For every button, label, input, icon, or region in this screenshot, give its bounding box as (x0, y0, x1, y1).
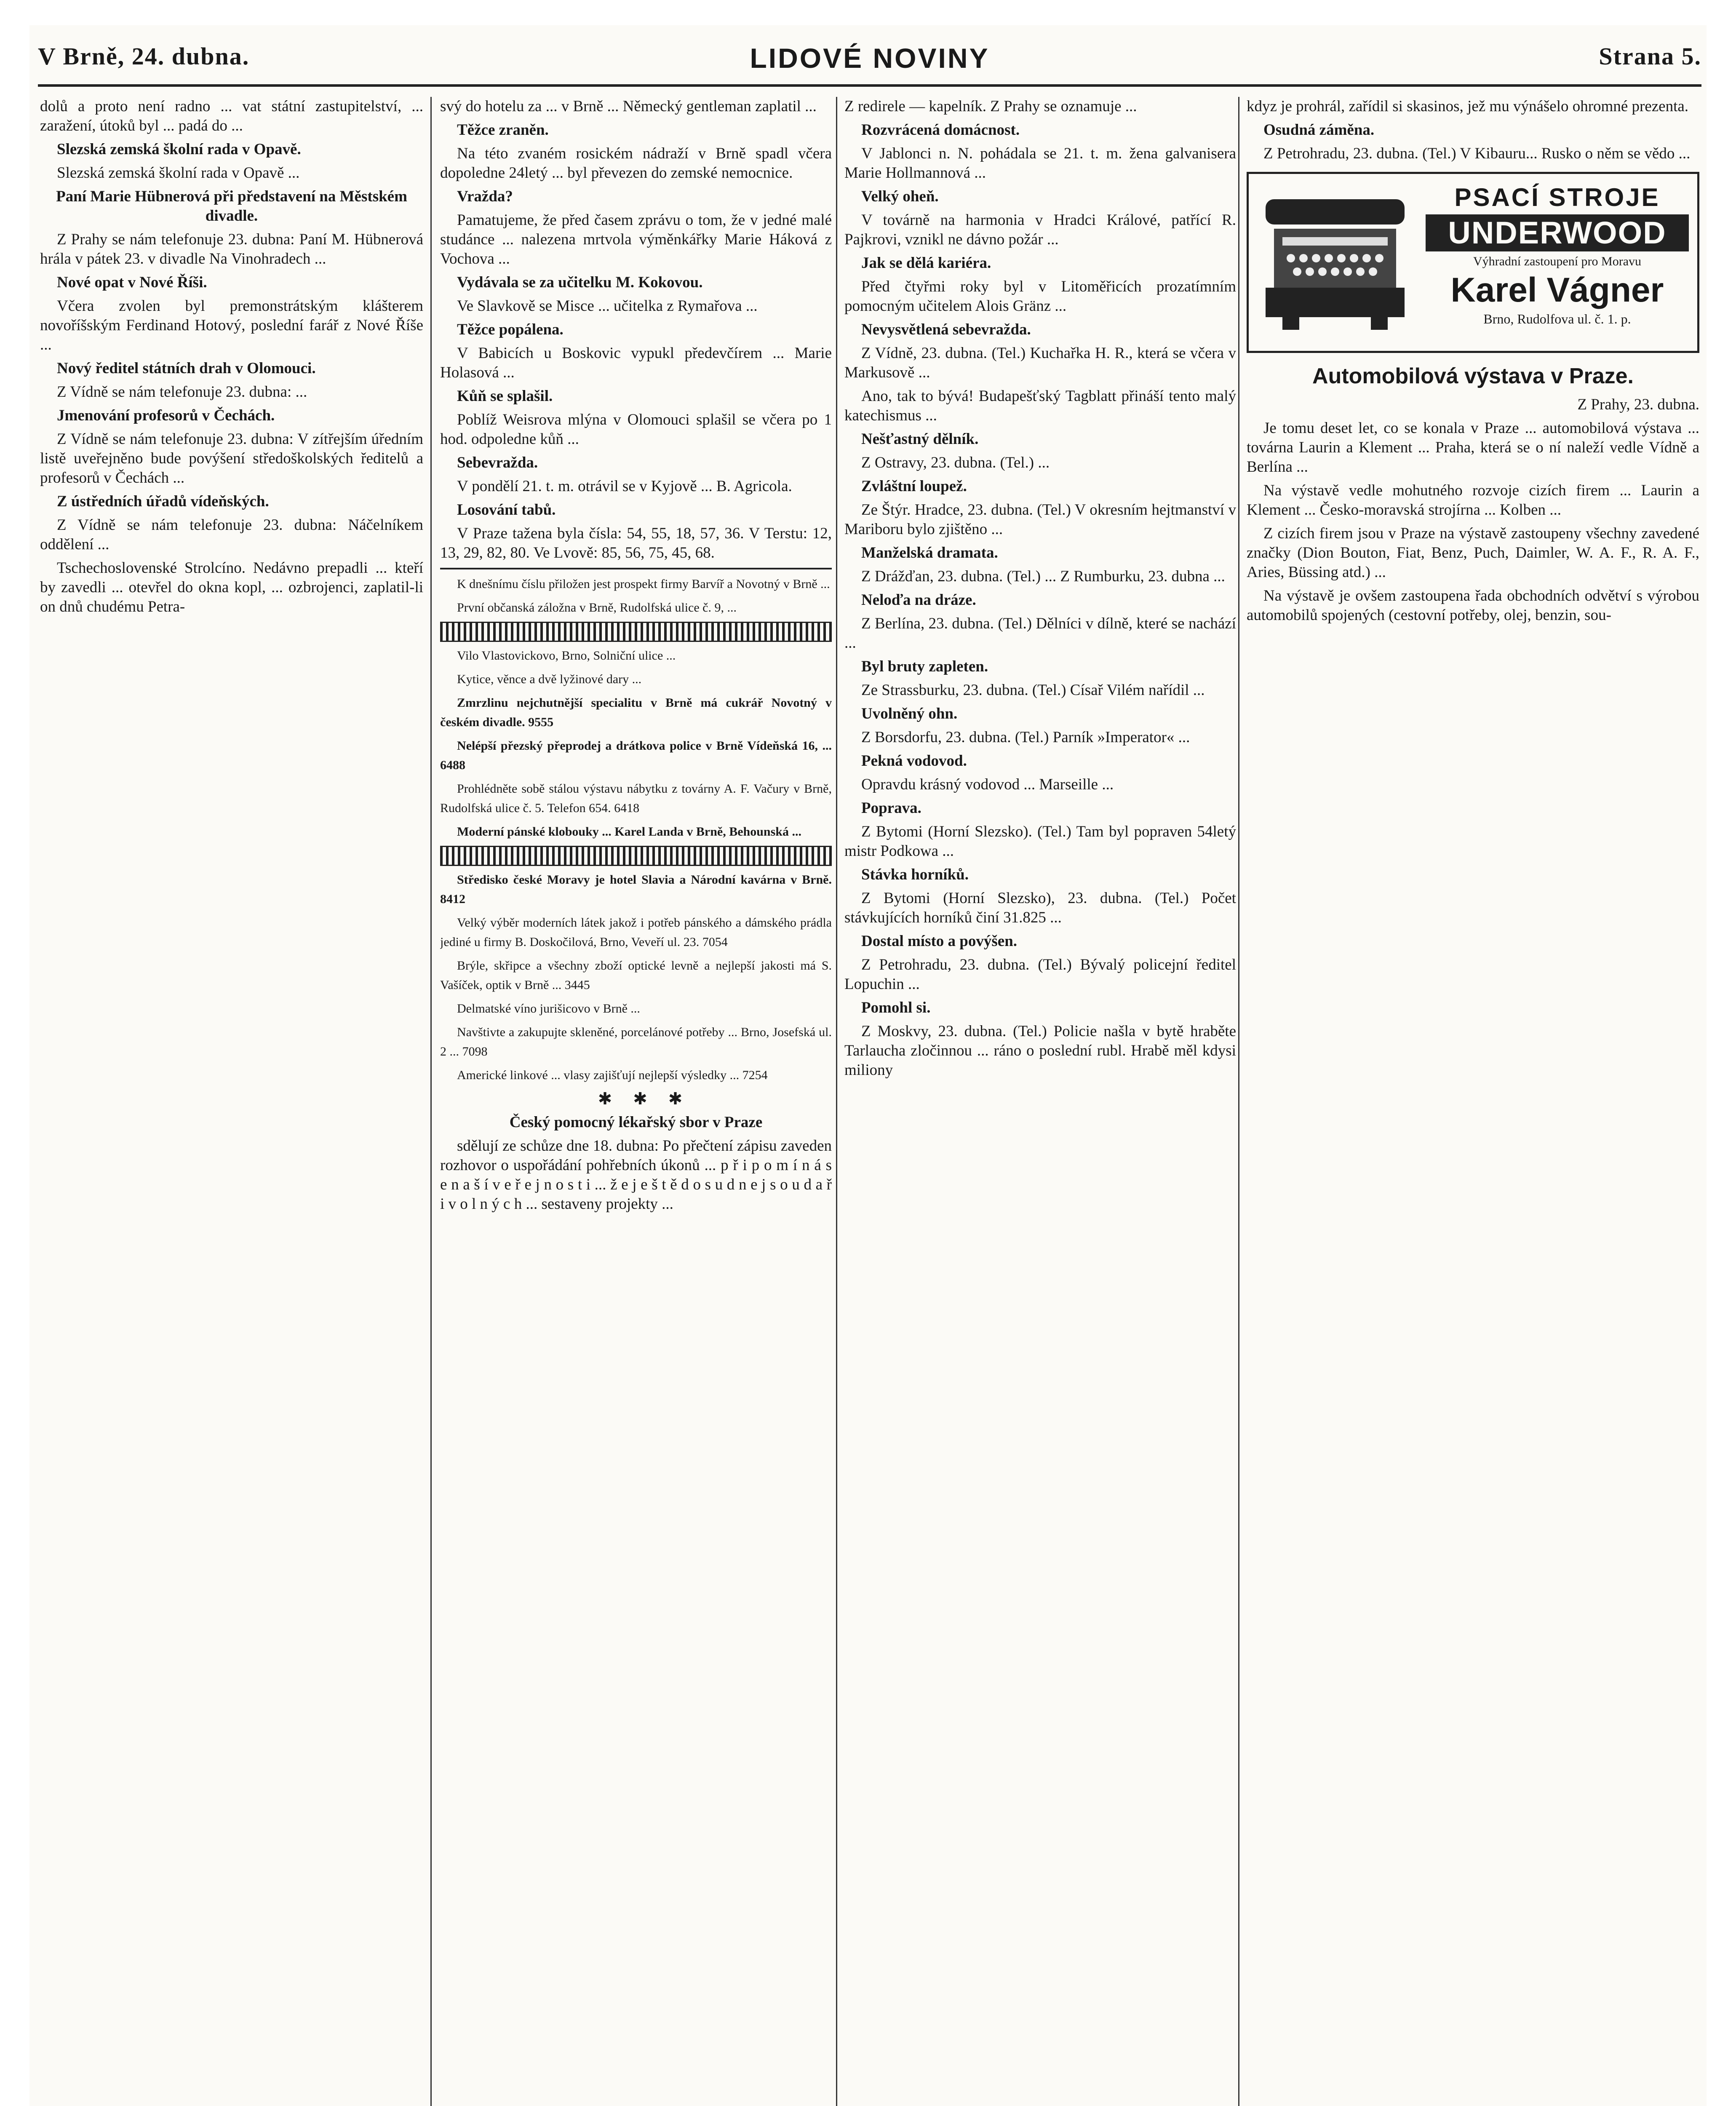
article-headline: Pomohl si. (861, 999, 931, 1016)
article-headline: Osudná záměna. (1263, 121, 1375, 139)
column-1 (40, 97, 423, 2106)
article-headline: Těžce zraněn. (457, 121, 549, 139)
article-text: Ze Štýr. Hradce, 23. dubna. (Tel.) V okresním hejtmanství v Mariboru bylo zjištěno ... (844, 501, 1236, 538)
classified-ad: Vilo Vlastovickovo, Brno, Solniční ulice ... (457, 649, 676, 663)
article-headline: Velký oheň. (861, 188, 939, 205)
classified-ad: Moderní pánské klobouky ... Karel Landa v Brně, Behounská ... (457, 825, 801, 839)
issue-date: V Brně, 24. dubna. (38, 43, 250, 70)
article-headline: Jak se dělá kariéra. (861, 254, 991, 272)
classified-ad: Brýle, skřipce a všechny zboží optické levně a nejlepší jakosti má S. Vašíček, optik v Brně ... 3445 (440, 959, 832, 992)
article-text: Tschechoslovenské Strolcíno. Nedávno prepadli ... kteří by zavedli ... otevřel do okna kopl, ... ozbrojenci, zaplatil-li on dnů chudému Petra- (40, 559, 423, 615)
article-headline: Neloďa na dráze. (861, 591, 976, 609)
article-text: Ze Strassburku, 23. dubna. (Tel.) Císař Vilém nařídil ... (861, 682, 1205, 699)
article-text: dolů a proto není radno ... vat státní zastupitelství, ... zaražení, útoků byl ... padá do ... (40, 98, 423, 134)
article-text: Z cizích firem jsou v Praze na výstavě zastoupeny všechny zavedené značky (Dion Bouton, Fiat, Benz, Puch, Daimler, W. A. F., R. A. F., Aries, Büssing atd.) ... (1247, 525, 1699, 581)
classified-ad: Kytice, věnce a dvě lyžinové dary ... (457, 672, 642, 686)
article-headline: Losování tabů. (457, 501, 556, 518)
article-text: Poblíž Weisrova mlýna v Olomouci splašil se včera po 1 hod. odpoledne kůň ... (440, 411, 832, 448)
classified-ad: Navštivte a zakupujte skleněné, porcelánové potřeby ... Brno, Josefská ul. 2 ... 7098 (440, 1025, 832, 1058)
article-headline: Poprava. (861, 799, 921, 817)
classified-ad: K dnešnímu číslu přiložen jest prospekt firmy Barvíř a Novotný v Brně ... (457, 577, 830, 591)
article-headline: Těžce popálena. (457, 321, 564, 338)
article-title: Automobilová výstava v Praze. (1312, 364, 1634, 388)
section-stars: ✱ ✱ ✱ (598, 1089, 691, 1108)
article-text: V Jablonci n. N. pohádala se 21. t. m. žena galvanisera Marie Hollmannová ... (844, 145, 1236, 182)
article-headline: Český pomocný lékařský sbor v Praze (509, 1114, 763, 1131)
article-text: Včera zvolen byl premonstrátským klášterem novoříšským Ferdinand Hotový, poslední farář z Nové Říše ... (40, 297, 423, 353)
article-text: Ano, tak to bývá! Budapešťský Tagblatt přináší tento malý katechismus ... (844, 388, 1236, 424)
article-headline: Sebevražda. (457, 454, 538, 471)
masthead (38, 38, 1701, 87)
divider (440, 568, 832, 569)
classified-ad: Zmrzlinu nejchutnější specialitu v Brně má cukrář Novotný v českém divadle. 9555 (440, 696, 832, 729)
article-text: Ve Slavkově se Misce ... učitelka z Rymařova ... (457, 297, 758, 315)
article-text: Na výstavě vedle mohutného rozvoje cizích firem ... Laurin a Klement ... Česko-moravská strojírna ... Kolben ... (1247, 482, 1699, 518)
article-headline: Nové opat v Nové Říši. (57, 274, 207, 291)
article-headline: Nešťastný dělník. (861, 430, 979, 448)
article-headline: Slezská zemská školní rada v Opavě. (57, 141, 301, 158)
article-headline: Nový ředitel státních drah v Olomouci. (57, 360, 316, 377)
ad-text-block (1426, 182, 1689, 327)
article-text: Z Prahy se nám telefonuje 23. dubna: Paní M. Hübnerová hrála v pátek 23. v divadle Na Vinohradech ... (40, 231, 423, 267)
article-headline: Byl bruty zapleten. (861, 658, 988, 675)
article-headline: Zvláštní loupež. (861, 478, 967, 495)
article-text: Z Vídně se nám telefonuje 23. dubna: V zítřejším úředním listě uveřejněno bude povýšení středoškolských ředitelů a profesorů v Čechách ... (40, 430, 423, 486)
article-headline: Paní Marie Hübnerová při představení na Městském divadle. (56, 188, 407, 224)
article-text: Je tomu deset let, co se konala v Praze ... automobilová výstava ... továrna Laurin a Klement ... Praha, která se o ní naleží vedle Vídně a Berlína ... (1247, 420, 1699, 476)
article-text: Z Vídně, 23. dubna. (Tel.) Kuchařka H. R., která se včera v Markusově ... (844, 345, 1236, 381)
article-headline: Jmenování profesorů v Čechách. (57, 407, 275, 424)
article-text: Pamatujeme, že před časem zprávu o tom, že v jedné malé studánce ... nalezena mrtvola výměnkářky Marie Háková z Vochova ... (440, 211, 832, 267)
article-text: Z Moskvy, 23. dubna. (Tel.) Policie našla v bytě hraběte Tarlaucha zločinnou ... ráno o poslední rubl. Hrabě měl kdysi miliony (844, 1023, 1236, 1079)
classified-ad: Nelépší přezský přeprodej a drátkova police v Brně Vídeňská 16, ... 6488 (440, 739, 832, 772)
ornamental-divider (440, 846, 832, 866)
column-rule (1238, 97, 1239, 2106)
article-headline: Dostal místo a povýšen. (861, 933, 1018, 950)
typewriter-illustration (1257, 182, 1413, 338)
article-text: V továrně na harmonia v Hradci Králové, patřící R. Pajkrovi, vznikl ne dávno požár ... (844, 211, 1236, 248)
article-text: sdělují ze schůze dne 18. dubna: Po přečtení zápisu zaveden rozhovor o uspořádání pohřebních úkonů ... p ř i p o m í n á s e n a š í v e ř e j n o s t i ... ž e j e š t ě d o s u d n e j s o u d a ř i v o l n ý c h ... sestaveny projekty ... (440, 1137, 832, 1213)
article-text: Na výstavě je ovšem zastoupena řada obchodních odvětví s výrobou automobilů spojených (cestovní potřeby, olej, benzin, sou- (1247, 587, 1699, 624)
article-text: V pondělí 21. t. m. otrávil se v Kyjově ... B. Agricola. (457, 478, 792, 495)
article-text: V Babicích u Boskovic vypukl předevčírem ... Marie Holasová ... (440, 345, 832, 381)
article-text: svý do hotelu za ... v Brně ... Německý gentleman zaplatil ... (440, 98, 817, 115)
ad-dealer: Karel Vágner (1450, 271, 1664, 309)
article-headline: Rozvrácená domácnost. (861, 121, 1020, 139)
classified-ad: První občanská záložna v Brně, Rudolfská ulice č. 9, ... (457, 601, 737, 615)
article-text: Z Berlína, 23. dubna. (Tel.) Dělníci v dílně, které se nachází ... (844, 615, 1236, 652)
page-number: Strana 5. (1599, 43, 1701, 70)
column-rule (836, 97, 837, 2106)
dateline: Z Prahy, 23. dubna. (1577, 396, 1699, 413)
underwood-advertisement (1247, 172, 1699, 353)
article-headline: Vydávala se za učitelku M. Kokovou. (457, 274, 703, 291)
classified-ad: Středisko české Moravy je hotel Slavia a Národní kavárna v Brně. 8412 (440, 873, 832, 906)
classified-ad: Delmatské víno jurišicovo v Brně ... (457, 1002, 640, 1016)
lottery-results: V Praze tažena byla čísla: 54, 55, 18, 57, 36. V Terstu: 12, 13, 29, 82, 80. Ve Lvově: 85, 56, 75, 45, 68. (440, 525, 832, 561)
column-rule (430, 97, 432, 2106)
article-text: Slezská zemská školní rada v Opavě ... (57, 164, 300, 182)
article-text: Z Vídně se nám telefonuje 23. dubna: ... (57, 383, 307, 401)
column-2 (440, 97, 832, 2106)
classified-ad: Prohlédněte sobě stálou výstavu nábytku z továrny A. F. Vačury v Brně, Rudolfská ulice č. 5. Telefon 654. 6418 (440, 782, 832, 815)
article-headline: Uvolněný ohn. (861, 705, 958, 722)
article-text: Z Petrohradu, 23. dubna. (Tel.) V Kibauru... Rusko o něm se vědo ... (1263, 145, 1691, 162)
column-3 (844, 97, 1236, 2106)
classified-ad: Velký výběr moderních látek jakož i potřeb pánského a dámského prádla jediné u firmy B. Doskočilová, Brno, Veveří ul. 23. 7054 (440, 916, 832, 949)
article-text: Z Bytomi (Horní Slezsko), 23. dubna. (Tel.) Počet stávkujících horníků činí 31.825 ... (844, 890, 1236, 926)
article-text: Opravdu krásný vodovod ... Marseille ... (861, 776, 1114, 793)
article-text: kdyz je prohrál, zařídil si skasinos, jež mu výnášelo ohromné prezenta. (1247, 98, 1689, 115)
column-4 (1247, 97, 1699, 2106)
newspaper-title: LIDOVÉ NOVINY (750, 43, 990, 74)
article-text: Z Petrohradu, 23. dubna. (Tel.) Bývalý policejní ředitel Lopuchin ... (844, 956, 1236, 993)
article-headline: Kůň se splašil. (457, 388, 553, 405)
article-headline: Nevysvětlená sebevražda. (861, 321, 1031, 338)
article-headline: Z ústředních úřadů vídeňských. (57, 493, 269, 510)
classified-ad: Americké linkové ... vlasy zajišťují nejlepší výsledky ... 7254 (457, 1068, 768, 1082)
article-text: Z Borsdorfu, 23. dubna. (Tel.) Parník »Imperator« ... (861, 729, 1190, 746)
article-text: Z redirele — kapelník. Z Prahy se oznamuje ... (844, 98, 1137, 115)
ad-brand: UNDERWOOD (1426, 214, 1689, 251)
article-text: Z Bytomi (Horní Slezsko). (Tel.) Tam byl popraven 54letý mistr Podkowa ... (844, 823, 1236, 860)
article-headline: Pekná vodovod. (861, 752, 967, 770)
ad-subtext: Výhradní zastoupení pro Moravu (1473, 254, 1642, 268)
ad-address: Brno, Rudolfova ul. č. 1. p. (1483, 311, 1631, 326)
article-text: Z Ostravy, 23. dubna. (Tel.) ... (861, 454, 1050, 471)
article-text: Z Vídně se nám telefonuje 23. dubna: Náčelníkem oddělení ... (40, 516, 423, 553)
ad-heading: PSACÍ STROJE (1454, 183, 1660, 211)
article-headline: Vražda? (457, 188, 513, 205)
article-text: Před čtyřmi roky byl v Litoměřicích prozatímním pomocným učitelem Alois Gränz ... (844, 278, 1236, 315)
article-headline: Manželská dramata. (861, 544, 998, 561)
article-text: Z Drážďan, 23. dubna. (Tel.) ... Z Rumburku, 23. dubna ... (861, 568, 1225, 585)
ornamental-divider (440, 622, 832, 642)
article-headline: Stávka horníků. (861, 866, 969, 883)
article-text: Na této zvaném rosickém nádraží v Brně spadl včera dopoledne 24letý ... byl převezen do zemské nemocnice. (440, 145, 832, 182)
